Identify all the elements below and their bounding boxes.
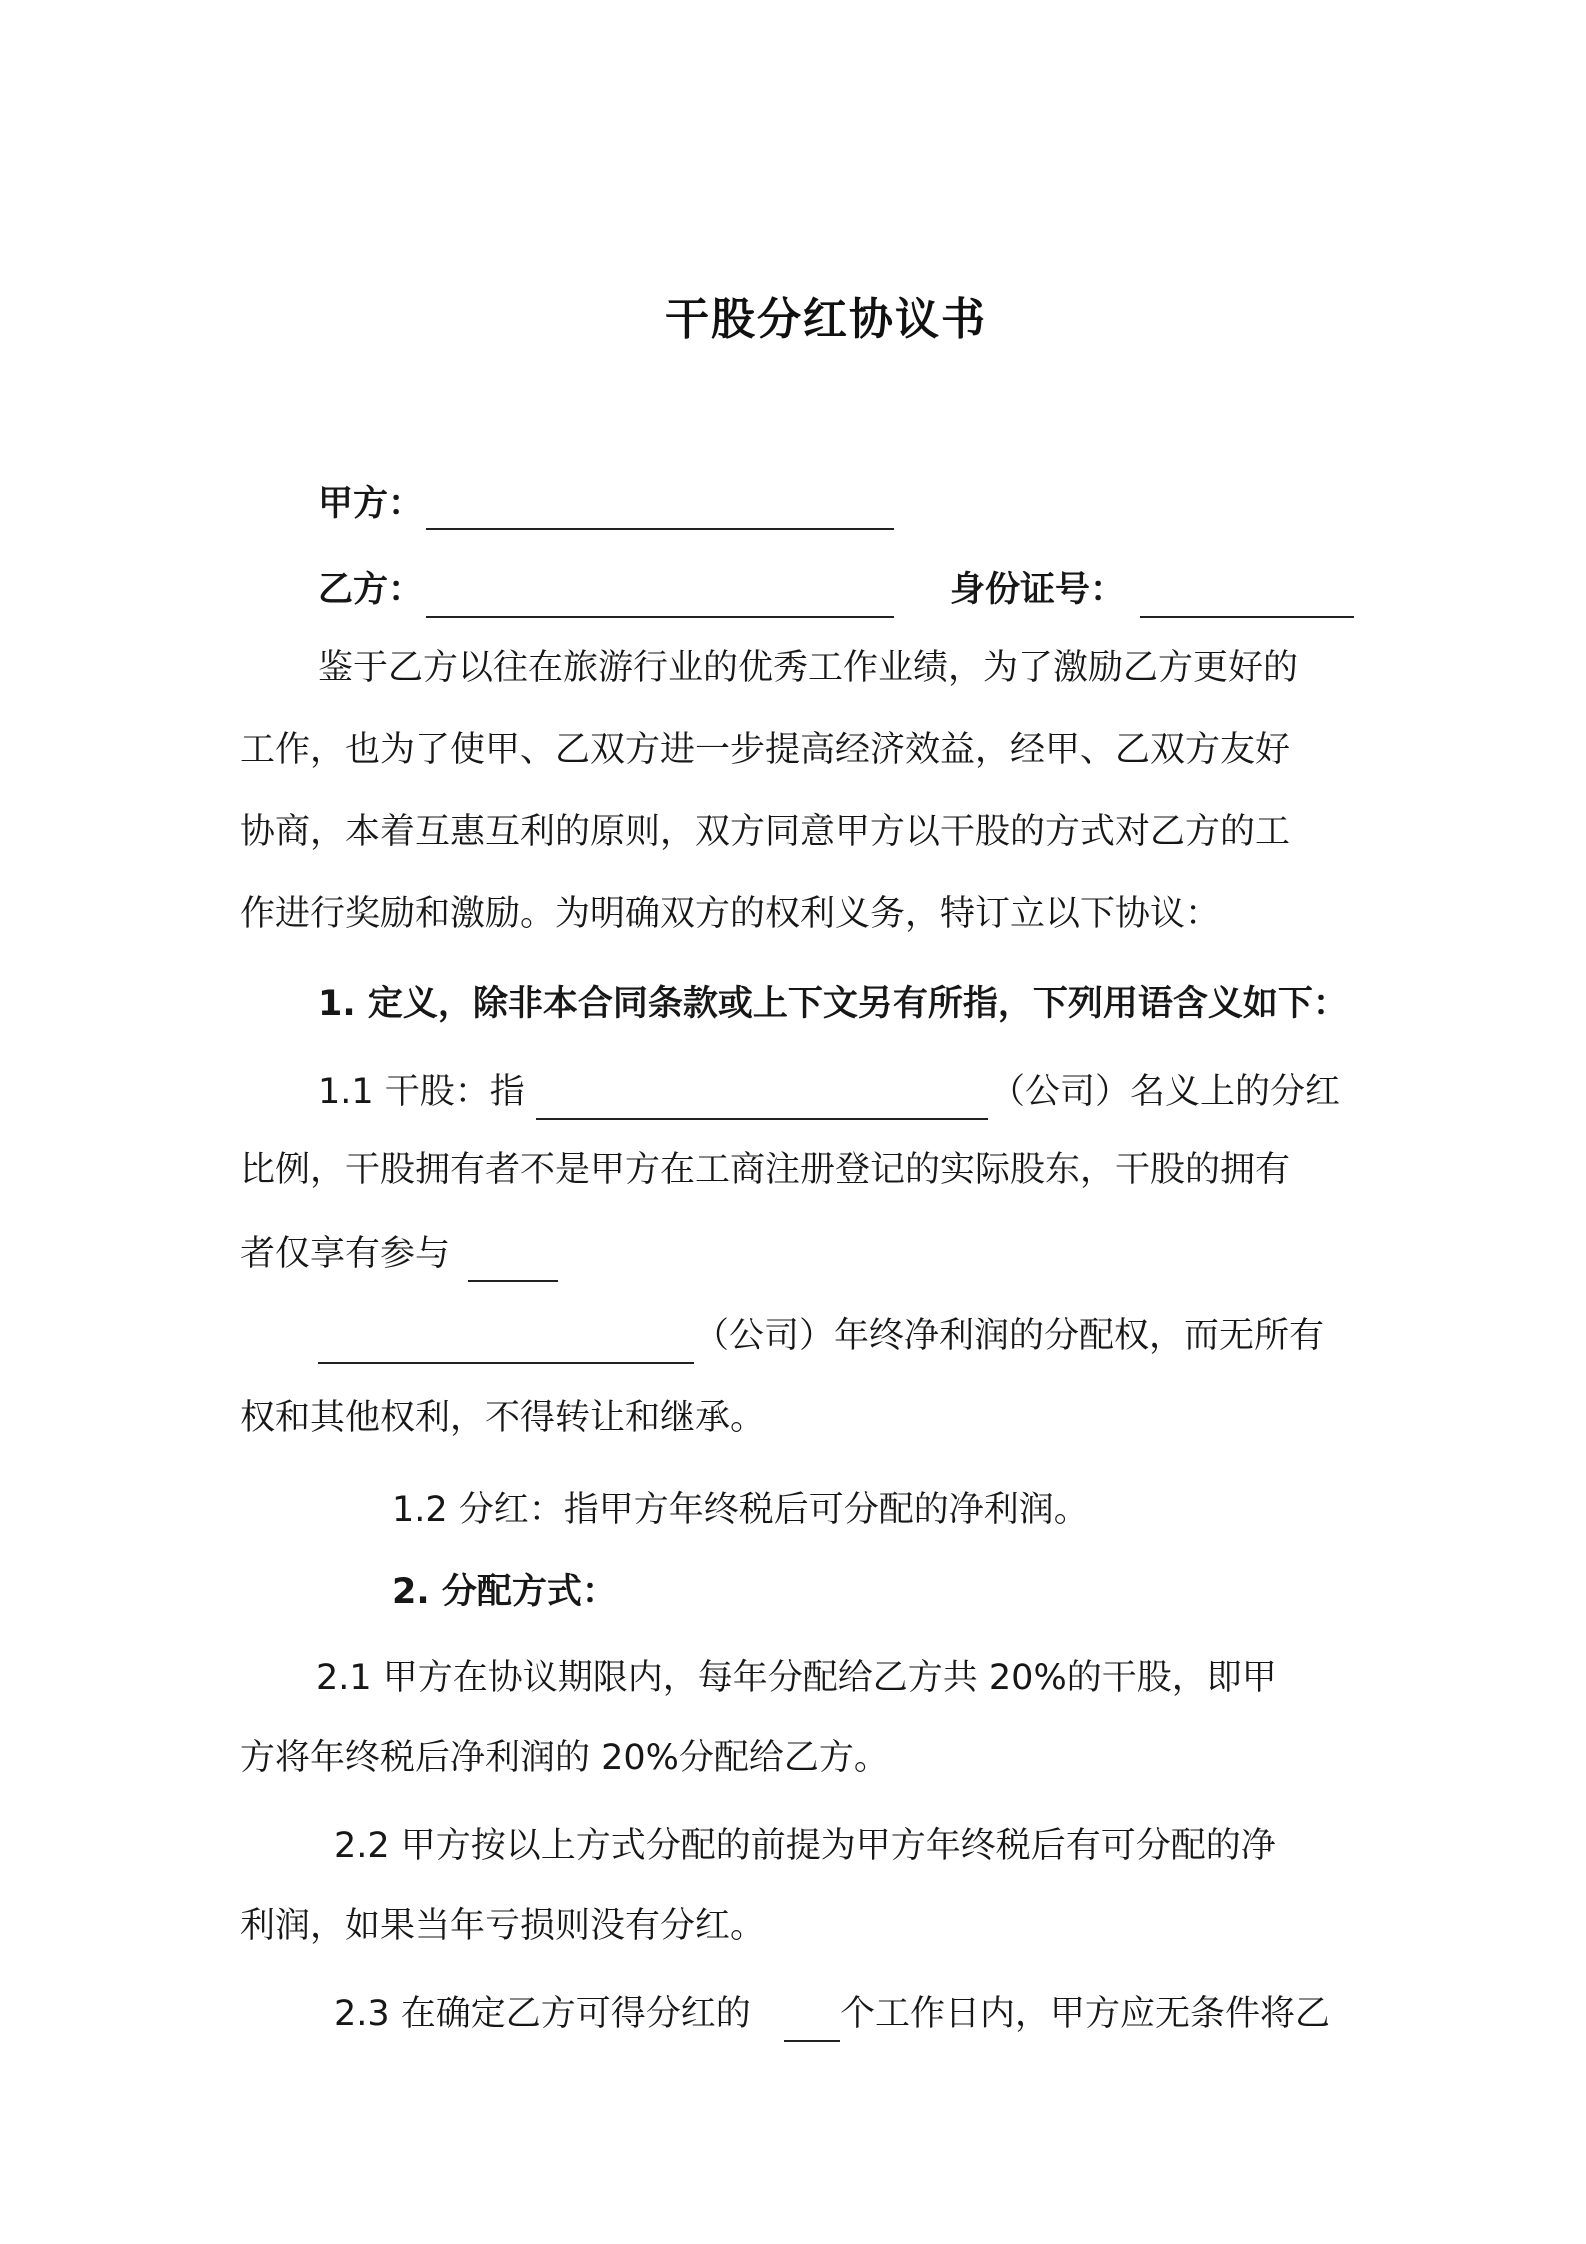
party-b-label: 乙方： (318, 570, 424, 610)
preamble-line: 协商，本着互惠互利的原则，双方同意甲方以干股的方式对乙方的工 (240, 812, 1291, 852)
clause-1-1-line: （公司）年终净利润的分配权，而无所有 (694, 1316, 1325, 1356)
party-a-label: 甲方： (318, 484, 424, 524)
clause-1-1-line: 者仅享有参与 (240, 1234, 451, 1274)
section-1-heading: 1. 定义，除非本合同条款或上下文另有所指，下列用语含义如下： (318, 984, 1348, 1024)
preamble-line: 工作，也为了使甲、乙双方进一步提高经济效益，经甲、乙双方友好 (240, 730, 1291, 770)
clause-2-2-line: 利润，如果当年亏损则没有分红。 (240, 1906, 766, 1946)
participation-blank (468, 1278, 558, 1282)
party-a-blank (426, 526, 894, 530)
clause-1-1-line: 比例，干股拥有者不是甲方在工商注册登记的实际股东，干股的拥有 (240, 1150, 1291, 1190)
clause-1-2: 1.2 分红：指甲方年终税后可分配的净利润。 (392, 1490, 1089, 1530)
preamble-line: 作进行奖励和激励。为明确双方的权利义务，特订立以下协议： (240, 894, 1221, 934)
clause-1-1-prefix: 1.1 干股：指 (318, 1072, 525, 1112)
section-2-heading: 2. 分配方式： (392, 1572, 617, 1612)
clause-1-1-line: 权和其他权利，不得转让和继承。 (240, 1398, 766, 1438)
workdays-blank (784, 2038, 840, 2042)
clause-2-2-line: 2.2 甲方按以上方式分配的前提为甲方年终税后有可分配的净 (334, 1826, 1276, 1866)
clause-1-1-suffix: （公司）名义上的分红 (990, 1072, 1341, 1112)
id-number-label: 身份证号： (950, 570, 1126, 610)
clause-2-3-prefix: 2.3 在确定乙方可得分红的 (334, 1994, 751, 2034)
preamble-line: 鉴于乙方以往在旅游行业的优秀工作业绩，为了激励乙方更好的 (318, 648, 1299, 688)
document-title: 干股分红协议书 (665, 294, 987, 345)
company-name-blank (536, 1116, 988, 1120)
id-number-blank (1140, 614, 1354, 618)
clause-2-1-line: 方将年终税后净利润的 20%分配给乙方。 (240, 1738, 889, 1778)
company-name-blank-2 (318, 1360, 694, 1364)
party-b-blank (426, 614, 894, 618)
clause-2-1-line: 2.1 甲方在协议期限内，每年分配给乙方共 20%的干股，即甲 (316, 1658, 1277, 1698)
clause-2-3-suffix: 个工作日内，甲方应无条件将乙 (840, 1994, 1331, 2034)
